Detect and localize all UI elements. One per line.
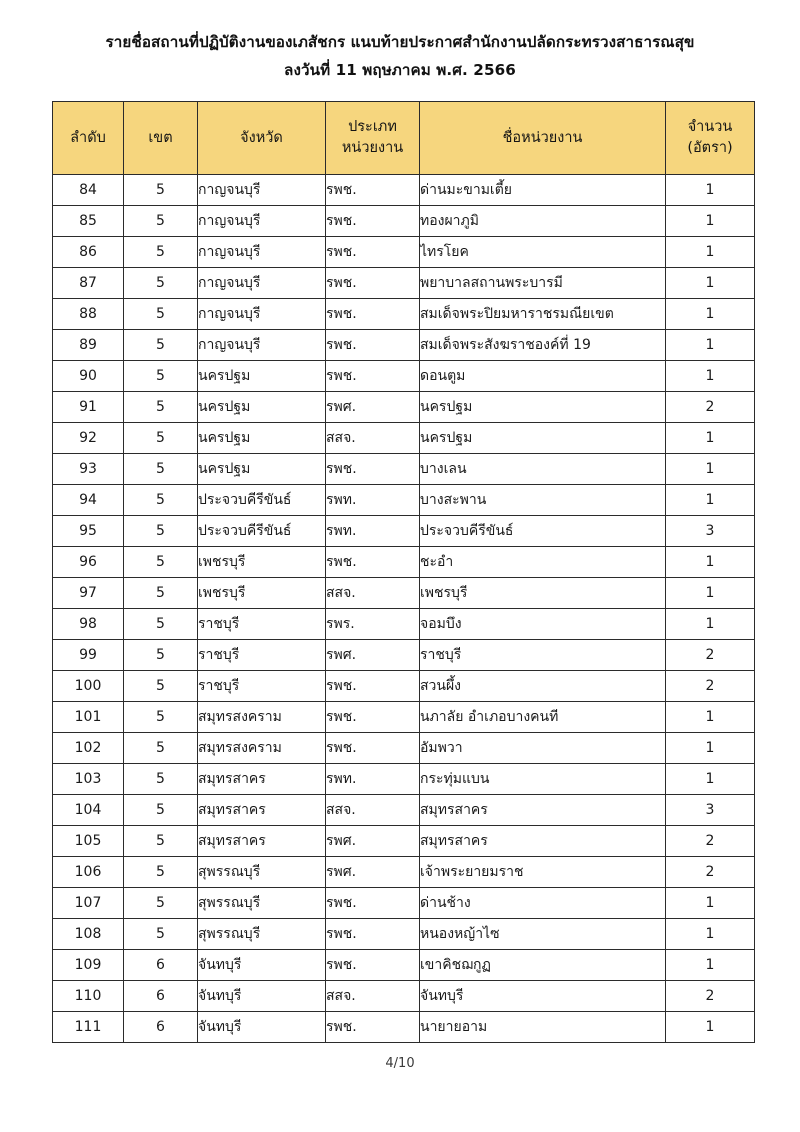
cell-unit-type: รพช. (326, 919, 420, 950)
cell-unit-type: สสจ. (326, 795, 420, 826)
pharmacist-workplace-table (52, 101, 755, 1043)
table-row (53, 361, 755, 392)
cell-order: 87 (53, 268, 124, 299)
cell-order: 107 (53, 888, 124, 919)
cell-province: นครปฐม (198, 423, 326, 454)
column-header-zone: เขต (124, 102, 198, 175)
cell-zone: 5 (124, 671, 198, 702)
page-title-line-1: รายชื่อสถานที่ปฏิบัติงานของเภสัชกร แนบท้ายประกาศสำนักงานปลัดกระทรวงสาธารณสุข (105, 33, 695, 51)
cell-order: 86 (53, 237, 124, 268)
cell-count: 1 (666, 764, 755, 795)
table-row (53, 857, 755, 888)
cell-count: 1 (666, 1012, 755, 1043)
cell-province: สมุทรสงคราม (198, 733, 326, 764)
cell-province: ราชบุรี (198, 609, 326, 640)
table-row (53, 702, 755, 733)
column-header-unit-name: ชื่อหน่วยงาน (420, 102, 666, 175)
cell-unit-name: เจ้าพระยายมราช (420, 857, 666, 888)
cell-count: 2 (666, 857, 755, 888)
cell-zone: 5 (124, 392, 198, 423)
cell-unit-name: เขาคิชฌกูฏ (420, 950, 666, 981)
cell-unit-name: สวนผึ้ง (420, 671, 666, 702)
cell-zone: 5 (124, 919, 198, 950)
table-header-row (53, 102, 755, 175)
data-table-container (52, 101, 748, 1043)
cell-unit-type: รพช. (326, 299, 420, 330)
cell-order: 97 (53, 578, 124, 609)
cell-province: สมุทรสงคราม (198, 702, 326, 733)
cell-order: 111 (53, 1012, 124, 1043)
cell-province: กาญจนบุรี (198, 237, 326, 268)
cell-province: สมุทรสาคร (198, 764, 326, 795)
table-row (53, 175, 755, 206)
cell-province: เพชรบุรี (198, 547, 326, 578)
cell-province: จันทบุรี (198, 1012, 326, 1043)
table-row (53, 454, 755, 485)
cell-zone: 5 (124, 268, 198, 299)
cell-unit-name: ดอนตูม (420, 361, 666, 392)
column-header-order: ลำดับ (53, 102, 124, 175)
cell-province: สุพรรณบุรี (198, 919, 326, 950)
cell-unit-type: รพช. (326, 547, 420, 578)
cell-unit-name: นครปฐม (420, 423, 666, 454)
cell-unit-type: รพช. (326, 237, 420, 268)
cell-unit-name: นายายอาม (420, 1012, 666, 1043)
cell-unit-name: บางสะพาน (420, 485, 666, 516)
cell-order: 90 (53, 361, 124, 392)
cell-unit-type: รพศ. (326, 857, 420, 888)
cell-order: 93 (53, 454, 124, 485)
cell-province: สุพรรณบุรี (198, 857, 326, 888)
cell-order: 106 (53, 857, 124, 888)
cell-province: นครปฐม (198, 454, 326, 485)
cell-zone: 5 (124, 795, 198, 826)
cell-province: กาญจนบุรี (198, 299, 326, 330)
cell-unit-type: รพช. (326, 702, 420, 733)
cell-unit-type: รพศ. (326, 826, 420, 857)
cell-order: 89 (53, 330, 124, 361)
cell-zone: 5 (124, 609, 198, 640)
cell-count: 2 (666, 981, 755, 1012)
table-row (53, 578, 755, 609)
cell-unit-type: รพช. (326, 950, 420, 981)
cell-zone: 5 (124, 485, 198, 516)
cell-unit-type: รพช. (326, 454, 420, 485)
cell-unit-type: รพท. (326, 764, 420, 795)
cell-province: กาญจนบุรี (198, 175, 326, 206)
table-row (53, 888, 755, 919)
cell-unit-type: รพท. (326, 485, 420, 516)
cell-zone: 5 (124, 857, 198, 888)
table-row (53, 268, 755, 299)
cell-count: 1 (666, 361, 755, 392)
cell-unit-name: อัมพวา (420, 733, 666, 764)
cell-province: จันทบุรี (198, 981, 326, 1012)
cell-order: 96 (53, 547, 124, 578)
cell-count: 2 (666, 826, 755, 857)
table-row (53, 330, 755, 361)
cell-count: 3 (666, 516, 755, 547)
cell-zone: 5 (124, 237, 198, 268)
cell-count: 1 (666, 299, 755, 330)
cell-unit-type: รพช. (326, 330, 420, 361)
column-header-count (666, 102, 755, 175)
cell-zone: 5 (124, 888, 198, 919)
cell-unit-type: รพช. (326, 206, 420, 237)
page-footer (0, 1056, 800, 1071)
cell-order: 95 (53, 516, 124, 547)
cell-count: 1 (666, 454, 755, 485)
table-row (53, 423, 755, 454)
cell-province: จันทบุรี (198, 950, 326, 981)
cell-province: เพชรบุรี (198, 578, 326, 609)
cell-order: 91 (53, 392, 124, 423)
cell-unit-type: รพช. (326, 671, 420, 702)
cell-unit-type: สสจ. (326, 981, 420, 1012)
cell-zone: 5 (124, 175, 198, 206)
column-header-unit-type (326, 102, 420, 175)
cell-order: 84 (53, 175, 124, 206)
cell-count: 1 (666, 609, 755, 640)
cell-order: 109 (53, 950, 124, 981)
cell-unit-name: ด่านมะขามเตี้ย (420, 175, 666, 206)
column-header-count-line-2: (อัตรา) (687, 140, 733, 156)
cell-unit-name: สมเด็จพระปิยมหาราชรมณียเขต (420, 299, 666, 330)
cell-zone: 5 (124, 516, 198, 547)
table-body (53, 175, 755, 1043)
cell-unit-name: นครปฐม (420, 392, 666, 423)
cell-zone: 6 (124, 1012, 198, 1043)
table-row (53, 1012, 755, 1043)
cell-unit-name: สมเด็จพระสังฆราชองค์ที่ 19 (420, 330, 666, 361)
cell-province: สมุทรสาคร (198, 795, 326, 826)
cell-count: 1 (666, 950, 755, 981)
cell-order: 102 (53, 733, 124, 764)
cell-count: 1 (666, 919, 755, 950)
cell-order: 105 (53, 826, 124, 857)
cell-unit-name: ทองผาภูมิ (420, 206, 666, 237)
cell-unit-name: ด่านช้าง (420, 888, 666, 919)
cell-unit-type: รพช. (326, 361, 420, 392)
cell-count: 1 (666, 578, 755, 609)
cell-count: 1 (666, 702, 755, 733)
cell-order: 100 (53, 671, 124, 702)
page-title (0, 0, 800, 82)
cell-order: 94 (53, 485, 124, 516)
table-row (53, 950, 755, 981)
cell-unit-type: รพช. (326, 888, 420, 919)
cell-unit-type: รพศ. (326, 640, 420, 671)
table-header (53, 102, 755, 175)
table-row (53, 206, 755, 237)
cell-zone: 5 (124, 547, 198, 578)
table-row (53, 981, 755, 1012)
cell-unit-type: สสจ. (326, 578, 420, 609)
cell-province: ประจวบคีรีขันธ์ (198, 516, 326, 547)
cell-province: ราชบุรี (198, 640, 326, 671)
cell-unit-type: รพศ. (326, 392, 420, 423)
cell-order: 108 (53, 919, 124, 950)
cell-unit-name: กระทุ่มแบน (420, 764, 666, 795)
cell-unit-name: บางเลน (420, 454, 666, 485)
cell-count: 3 (666, 795, 755, 826)
cell-province: กาญจนบุรี (198, 330, 326, 361)
cell-unit-type: รพท. (326, 516, 420, 547)
cell-zone: 5 (124, 702, 198, 733)
cell-unit-name: สมุทรสาคร (420, 795, 666, 826)
cell-unit-name: นภาลัย อำเภอบางคนที (420, 702, 666, 733)
table-row (53, 609, 755, 640)
table-row (53, 237, 755, 268)
cell-order: 110 (53, 981, 124, 1012)
cell-zone: 6 (124, 981, 198, 1012)
cell-order: 88 (53, 299, 124, 330)
cell-unit-name: ไทรโยค (420, 237, 666, 268)
cell-unit-name: เพชรบุรี (420, 578, 666, 609)
cell-count: 1 (666, 733, 755, 764)
cell-unit-name: ชะอำ (420, 547, 666, 578)
cell-order: 104 (53, 795, 124, 826)
table-row (53, 485, 755, 516)
cell-zone: 5 (124, 454, 198, 485)
cell-count: 1 (666, 423, 755, 454)
table-row (53, 547, 755, 578)
cell-unit-name: หนองหญ้าไซ (420, 919, 666, 950)
cell-count: 1 (666, 206, 755, 237)
cell-count: 1 (666, 330, 755, 361)
cell-unit-name: จอมบึง (420, 609, 666, 640)
cell-zone: 5 (124, 423, 198, 454)
cell-province: ประจวบคีรีขันธ์ (198, 485, 326, 516)
cell-zone: 5 (124, 206, 198, 237)
table-row (53, 516, 755, 547)
cell-unit-type: รพช. (326, 733, 420, 764)
table-row (53, 826, 755, 857)
cell-province: สุพรรณบุรี (198, 888, 326, 919)
cell-province: สมุทรสาคร (198, 826, 326, 857)
cell-unit-type: รพร. (326, 609, 420, 640)
cell-province: ราชบุรี (198, 671, 326, 702)
page-number: 4/10 (385, 1056, 415, 1071)
cell-unit-name: ประจวบคีรีขันธ์ (420, 516, 666, 547)
cell-count: 1 (666, 547, 755, 578)
cell-province: กาญจนบุรี (198, 206, 326, 237)
cell-unit-name: ราชบุรี (420, 640, 666, 671)
cell-unit-name: จันทบุรี (420, 981, 666, 1012)
cell-unit-type: รพช. (326, 1012, 420, 1043)
cell-province: นครปฐม (198, 361, 326, 392)
cell-count: 1 (666, 888, 755, 919)
cell-order: 85 (53, 206, 124, 237)
cell-zone: 5 (124, 578, 198, 609)
cell-zone: 6 (124, 950, 198, 981)
table-row (53, 795, 755, 826)
cell-unit-type: รพช. (326, 175, 420, 206)
cell-order: 92 (53, 423, 124, 454)
cell-count: 2 (666, 392, 755, 423)
table-row (53, 299, 755, 330)
table-row (53, 919, 755, 950)
cell-zone: 5 (124, 299, 198, 330)
cell-zone: 5 (124, 361, 198, 392)
table-row (53, 764, 755, 795)
cell-count: 1 (666, 237, 755, 268)
cell-zone: 5 (124, 330, 198, 361)
cell-count: 1 (666, 485, 755, 516)
table-row (53, 640, 755, 671)
table-row (53, 392, 755, 423)
cell-zone: 5 (124, 764, 198, 795)
cell-count: 2 (666, 640, 755, 671)
cell-count: 2 (666, 671, 755, 702)
page-title-line-2: ลงวันที่ 11 พฤษภาคม พ.ศ. 2566 (284, 60, 516, 79)
cell-zone: 5 (124, 733, 198, 764)
cell-province: กาญจนบุรี (198, 268, 326, 299)
table-row (53, 733, 755, 764)
cell-unit-name: สมุทรสาคร (420, 826, 666, 857)
column-header-province: จังหวัด (198, 102, 326, 175)
table-row (53, 671, 755, 702)
cell-unit-type: สสจ. (326, 423, 420, 454)
cell-order: 99 (53, 640, 124, 671)
cell-order: 101 (53, 702, 124, 733)
cell-zone: 5 (124, 640, 198, 671)
column-header-count-line-1: จำนวน (687, 119, 733, 136)
column-header-unit-type-line-1: ประเภท (348, 119, 397, 136)
cell-zone: 5 (124, 826, 198, 857)
cell-province: นครปฐม (198, 392, 326, 423)
cell-count: 1 (666, 268, 755, 299)
cell-unit-type: รพช. (326, 268, 420, 299)
cell-unit-name: พยาบาลสถานพระบารมี (420, 268, 666, 299)
cell-count: 1 (666, 175, 755, 206)
cell-order: 103 (53, 764, 124, 795)
cell-order: 98 (53, 609, 124, 640)
column-header-unit-type-line-2: หน่วยงาน (341, 140, 404, 156)
